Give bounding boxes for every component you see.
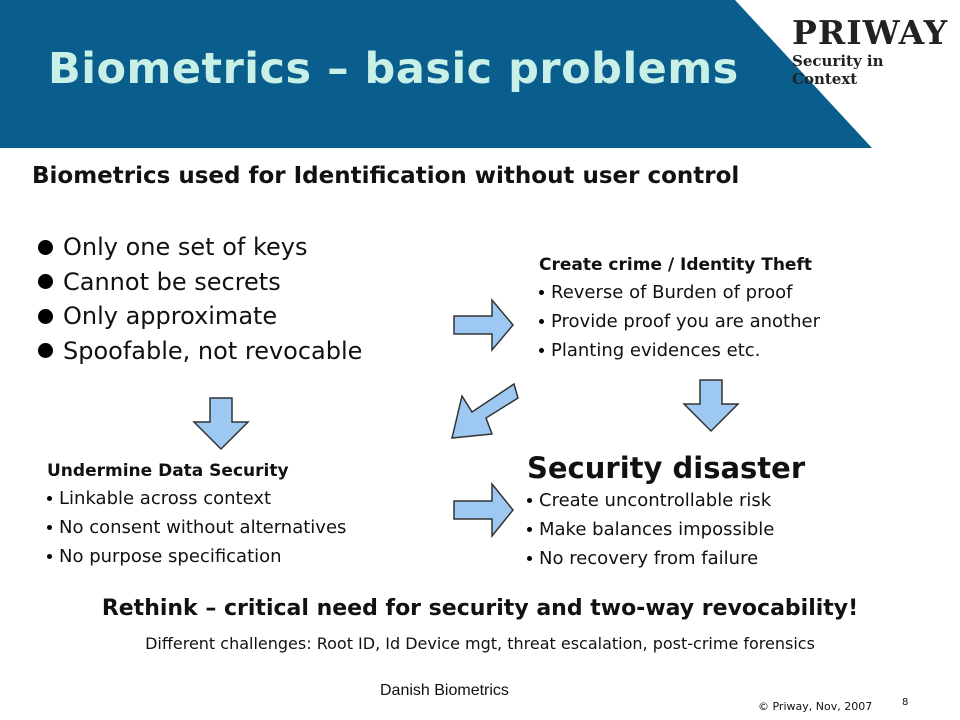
down-arrow-icon (682, 378, 742, 434)
priway-logo (792, 14, 948, 88)
list-item: Provide proof you are another (539, 307, 820, 336)
right-arrow-icon (452, 297, 516, 353)
bullet-dot-icon (38, 274, 53, 289)
bullet-dot-icon (38, 343, 53, 358)
disaster-block (527, 450, 805, 573)
list-item: Make balances impossible (527, 515, 805, 544)
bullet-dot-icon (47, 525, 52, 530)
undermine-block (47, 458, 346, 571)
challenges-text: Different challenges: Root ID, Id Device mgt, threat escalation, post-crime forensics (145, 634, 815, 653)
bullet-dot-icon (38, 240, 53, 255)
crime-block (539, 252, 820, 365)
list-item: Only approximate (38, 299, 362, 334)
rethink-statement: Rethink – critical need for security and two-way revocability! (101, 596, 859, 621)
list-item: Reverse of Burden of proof (539, 278, 820, 307)
list-item: No purpose specification (47, 542, 346, 571)
bullet-dot-icon (527, 527, 532, 532)
bullet-dot-icon (47, 554, 52, 559)
list-item: Only one set of keys (38, 230, 362, 265)
down-arrow-icon (192, 396, 252, 452)
bullet-dot-icon (527, 556, 532, 561)
slide-subtitle: Biometrics used for Identification without user control (32, 163, 740, 189)
list-item: Planting evidences etc. (539, 336, 820, 365)
diagonal-arrow-icon (448, 382, 520, 448)
crime-heading: Create crime / Identity Theft (539, 255, 812, 275)
main-bullet-list (38, 230, 362, 368)
logo-tagline: Security in Context (792, 52, 884, 88)
bullet-dot-icon (539, 290, 544, 295)
list-item: Spoofable, not revocable (38, 334, 362, 369)
slide-title: Biometrics – basic problems (48, 44, 739, 94)
bullet-dot-icon (47, 496, 52, 501)
list-item: Create uncontrollable risk (527, 486, 805, 515)
bullet-dot-icon (527, 498, 532, 503)
list-item: Cannot be secrets (38, 265, 362, 300)
disaster-heading: Security disaster (527, 451, 806, 485)
right-arrow-icon (452, 481, 516, 539)
bullet-dot-icon (539, 319, 544, 324)
bullet-dot-icon (539, 348, 544, 353)
list-item: Linkable across context (47, 484, 346, 513)
footer-title: Danish Biometrics (380, 682, 509, 699)
list-item: No recovery from failure (527, 544, 805, 573)
page-number: 8 (902, 697, 909, 708)
bullet-dot-icon (38, 309, 53, 324)
undermine-heading: Undermine Data Security (47, 461, 289, 481)
logo-name: PRIWAY (792, 13, 949, 52)
footer-copyright: © Priway, Nov, 2007 (758, 700, 873, 713)
list-item: No consent without alternatives (47, 513, 346, 542)
